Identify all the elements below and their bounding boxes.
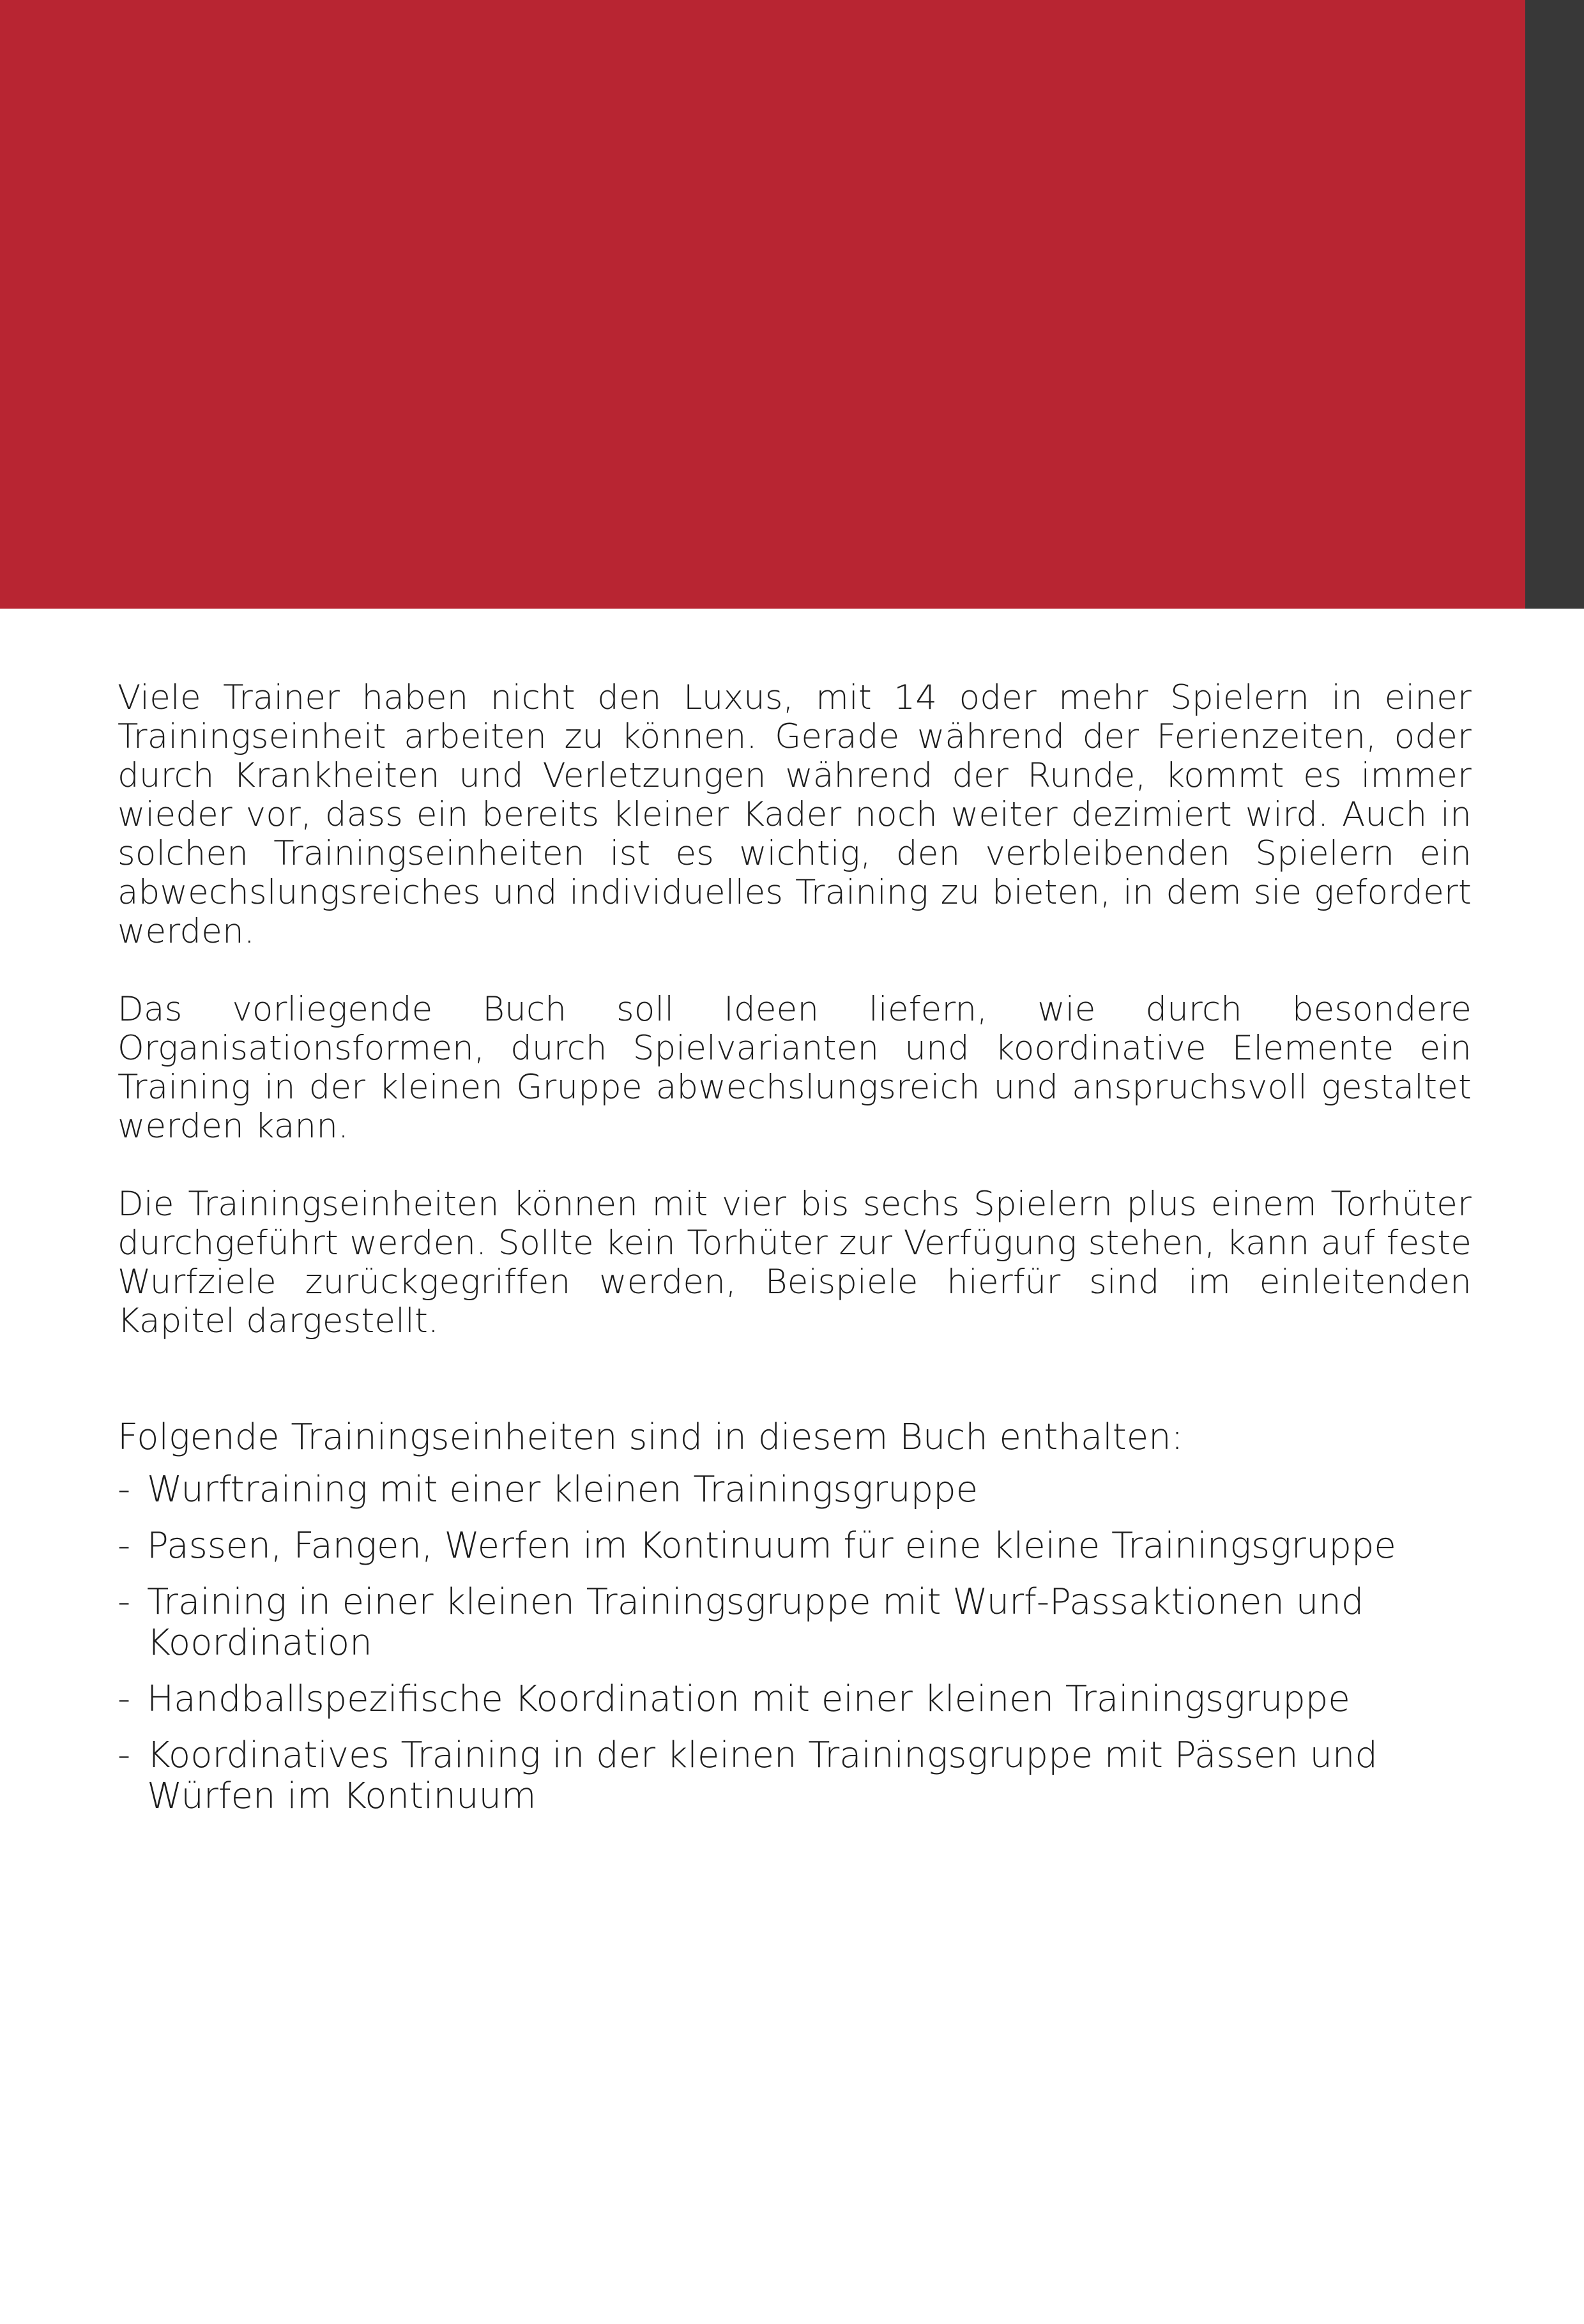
list-item <box>118 1735 1437 1817</box>
intro-paragraph: Das vorliegende Buch soll Ideen liefern, wie durch besondere Organisationsformen, durch Spielvarianten und koordinative Elemente ein Training in der kleinen Gruppe abwechslungsreich und anspruchsvoll gestaltet werden kann. <box>118 990 1472 1146</box>
bullet-dash: - <box>118 1678 131 1720</box>
contents-intro: Folgende Trainingseinheiten sind in diesem Buch enthalten: <box>118 1416 1184 1458</box>
bullet-dash: - <box>118 1469 131 1510</box>
list-item <box>118 1582 1437 1664</box>
list-item-label: Handballspezifische Koordination mit einer kleinen Trainingsgruppe <box>147 1678 1350 1720</box>
list-item <box>118 1470 1437 1510</box>
bullet-dash: - <box>118 1735 131 1776</box>
page-body <box>118 678 1472 1832</box>
list-item <box>118 1679 1437 1720</box>
list-item-label: Passen, Fangen, Werfen im Kontinuum für eine kleine Trainingsgruppe <box>147 1525 1396 1567</box>
intro-paragraph: Viele Trainer haben nicht den Luxus, mit 14 oder mehr Spielern in einer Trainingseinheit arbeiten zu können. Gerade während der Ferienzeiten, oder durch Krankheiten und Verletzungen während der Runde, kommt es immer wieder vor, dass ein bereits kleiner Kader noch weiter dezimiert wird. Auch in solchen Trainingseinheiten ist es wichtig, den verbleibenden Spielern ein abwechslungsreiches und individuelles Training zu bieten, in dem sie gefordert werden. <box>118 678 1472 951</box>
bullet-dash: - <box>118 1525 131 1567</box>
intro-paragraph: Die Trainingseinheiten können mit vier bis sechs Spielern plus einem Torhüter durchgeführt werden. Sollte kein Torhüter zur Verfügung stehen, kann auf feste Wurfziele zurückgegriffen werden, Beispiele hierfür sind im einleitenden Kapitel dargestellt. <box>118 1185 1472 1340</box>
list-item-label: Wurftraining mit einer kleinen Trainingsgruppe <box>147 1469 979 1510</box>
list-item-label: Training in einer kleinen Trainingsgruppe mit Wurf-Passaktionen und Koordination <box>147 1581 1364 1664</box>
header-color-band <box>0 0 1525 609</box>
contents-list <box>118 1470 1472 1817</box>
side-accent-strip <box>1525 0 1584 609</box>
list-item <box>118 1526 1437 1567</box>
bullet-dash: - <box>118 1581 131 1623</box>
list-item-label: Koordinatives Training in der kleinen Trainingsgruppe mit Pässen und Würfen im Kontinuum <box>147 1735 1378 1817</box>
